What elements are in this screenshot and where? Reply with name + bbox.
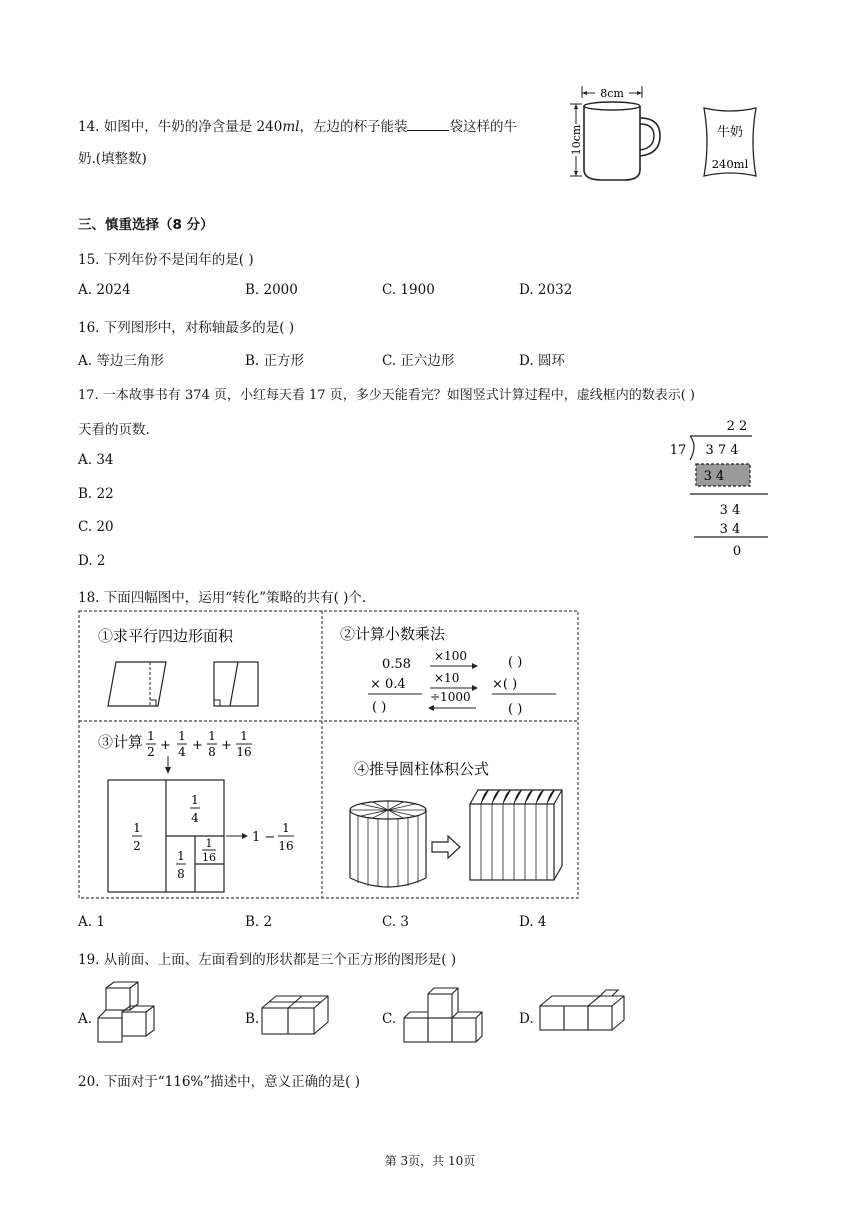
svg-text:16: 16 xyxy=(278,839,294,853)
q18-option-c[interactable]: C. 3 xyxy=(382,914,410,930)
panel2-title: ②计算小数乘法 xyxy=(340,625,446,643)
q18-figure-grid xyxy=(78,610,580,900)
panel3-title: ③计算 xyxy=(98,733,144,751)
expr-num-2: 1 xyxy=(178,729,186,743)
q14-answer-blank[interactable] xyxy=(407,116,449,131)
q16-stem: 16. 下列图形中，对称轴最多的是( ) xyxy=(78,320,295,336)
q18-option-b[interactable]: B. 2 xyxy=(245,914,273,930)
q17-stem-line2: 天看的页数. xyxy=(78,422,150,438)
section-title: 三、慎重选择（8 分） xyxy=(78,217,214,233)
q15-option-d[interactable]: D. 2032 xyxy=(519,282,573,298)
panel1-title: ①求平行四边形面积 xyxy=(98,627,234,645)
q17-option-b[interactable]: B. 22 xyxy=(78,486,114,502)
page-footer: 第 3页，共 10页 xyxy=(384,1154,476,1168)
q20-stem: 20. 下面对于“116%”描述中，意义正确的是( ) xyxy=(78,1074,360,1090)
panel3-expression xyxy=(146,729,252,759)
panel2-factor-a: 0.58 xyxy=(382,657,411,672)
q18-stem: 18. 下面四幅图中，运用“转化”策略的共有( )个. xyxy=(78,590,367,606)
q14-line2: 奶.(填整数) xyxy=(78,151,147,167)
milk-bag-volume: 240ml xyxy=(711,157,749,171)
panel2-r2: ×( ) xyxy=(492,677,518,692)
q15-stem: 15. 下列年份不是闰年的是( ) xyxy=(78,252,254,268)
q17-option-a[interactable]: A. 34 xyxy=(78,452,114,468)
panel2-op1: ×100 xyxy=(434,649,467,663)
svg-text:4: 4 xyxy=(191,811,199,825)
expr-num-1: 1 xyxy=(147,729,155,743)
q14-text-c: 袋这样的牛 xyxy=(449,119,517,135)
expr-den-8: 8 xyxy=(208,745,216,759)
q17-option-c[interactable]: C. 20 xyxy=(78,519,114,535)
svg-text:1: 1 xyxy=(177,849,185,863)
q19-stem: 19. 从前面、上面、左面看到的形状都是三个正方形的图形是( ) xyxy=(78,952,457,968)
division-step2: 3 4 xyxy=(719,503,741,518)
q16-option-b[interactable]: B. 正方形 xyxy=(245,353,305,369)
q19-option-c[interactable]: C. xyxy=(382,1011,397,1027)
q19-figure-a xyxy=(92,980,162,1050)
q18-option-a[interactable]: A. 1 xyxy=(78,914,105,930)
division-dividend: 3 7 4 xyxy=(705,443,739,458)
panel2-factor-b: × 0.4 xyxy=(370,677,406,692)
division-quotient: 2 2 xyxy=(726,419,748,434)
expr-den-16: 16 xyxy=(236,745,252,759)
q18-option-d[interactable]: D. 4 xyxy=(519,914,547,930)
cup-figure xyxy=(562,84,672,184)
svg-text:1: 1 xyxy=(205,837,213,850)
division-step1: 3 4 xyxy=(703,469,725,484)
q15-option-b[interactable]: B. 2000 xyxy=(245,282,298,298)
q19-option-a[interactable]: A. xyxy=(78,1011,93,1027)
svg-text:16: 16 xyxy=(202,851,216,864)
q19-figure-b xyxy=(258,990,348,1040)
q17-option-d[interactable]: D. 2 xyxy=(78,553,106,569)
q14-unit: ml xyxy=(282,119,300,135)
svg-text:1: 1 xyxy=(133,821,141,835)
long-division-figure xyxy=(664,414,774,560)
q14-text-b: ，左边的杯子能装 xyxy=(299,119,408,135)
panel2-r3: ( ) xyxy=(508,702,523,717)
q15-option-a[interactable]: A. 2024 xyxy=(78,282,131,298)
cup-width-label: 8cm xyxy=(600,87,624,100)
panel4-title: ④推导圆柱体积公式 xyxy=(354,760,490,778)
cup-height-label: 10cm xyxy=(570,124,583,156)
q17-stem-line1: 17. 一本故事书有 374 页，小红每天看 17 页，多少天能看完？如图竖式计算过程中，虚线框内的数表示( ) xyxy=(78,388,695,403)
svg-text:1: 1 xyxy=(191,793,199,807)
milk-bag-figure xyxy=(698,104,762,180)
expr-den-4: 4 xyxy=(178,745,186,759)
svg-text:2: 2 xyxy=(133,839,141,853)
q16-option-d[interactable]: D. 圆环 xyxy=(519,353,565,369)
q19-option-d[interactable]: D. xyxy=(519,1011,534,1027)
q19-option-b[interactable]: B. xyxy=(245,1011,260,1027)
expr-num-4: 1 xyxy=(240,729,248,743)
expr-den-2: 2 xyxy=(147,745,155,759)
q19-figure-d xyxy=(536,986,632,1040)
panel2-r1: ( ) xyxy=(508,655,523,670)
expr-num-3: 1 xyxy=(208,729,216,743)
svg-text:+: + xyxy=(192,738,203,753)
svg-text:8: 8 xyxy=(177,867,185,881)
division-divisor: 17 xyxy=(669,443,687,458)
panel2-op2: ×10 xyxy=(434,671,460,685)
q14-text-a: 14. 如图中，牛奶的净含量是 240 xyxy=(78,119,283,135)
svg-text:+: + xyxy=(160,738,171,753)
panel2-op3: ÷1000 xyxy=(430,690,471,704)
q16-option-a[interactable]: A. 等边三角形 xyxy=(78,353,164,369)
svg-text:1: 1 xyxy=(282,821,290,835)
division-remainder: 0 xyxy=(732,544,742,559)
q16-option-c[interactable]: C. 正六边形 xyxy=(382,353,455,369)
q15-option-c[interactable]: C. 1900 xyxy=(382,282,435,298)
panel3-arrow-text: 1 − xyxy=(252,830,276,845)
panel2-result: ( ) xyxy=(372,700,387,715)
q19-figure-c xyxy=(398,982,490,1048)
svg-text:+: + xyxy=(221,738,232,753)
milk-bag-label: 牛奶 xyxy=(716,125,744,140)
q14-line1 xyxy=(78,115,517,135)
division-step3: 3 4 xyxy=(719,522,741,537)
